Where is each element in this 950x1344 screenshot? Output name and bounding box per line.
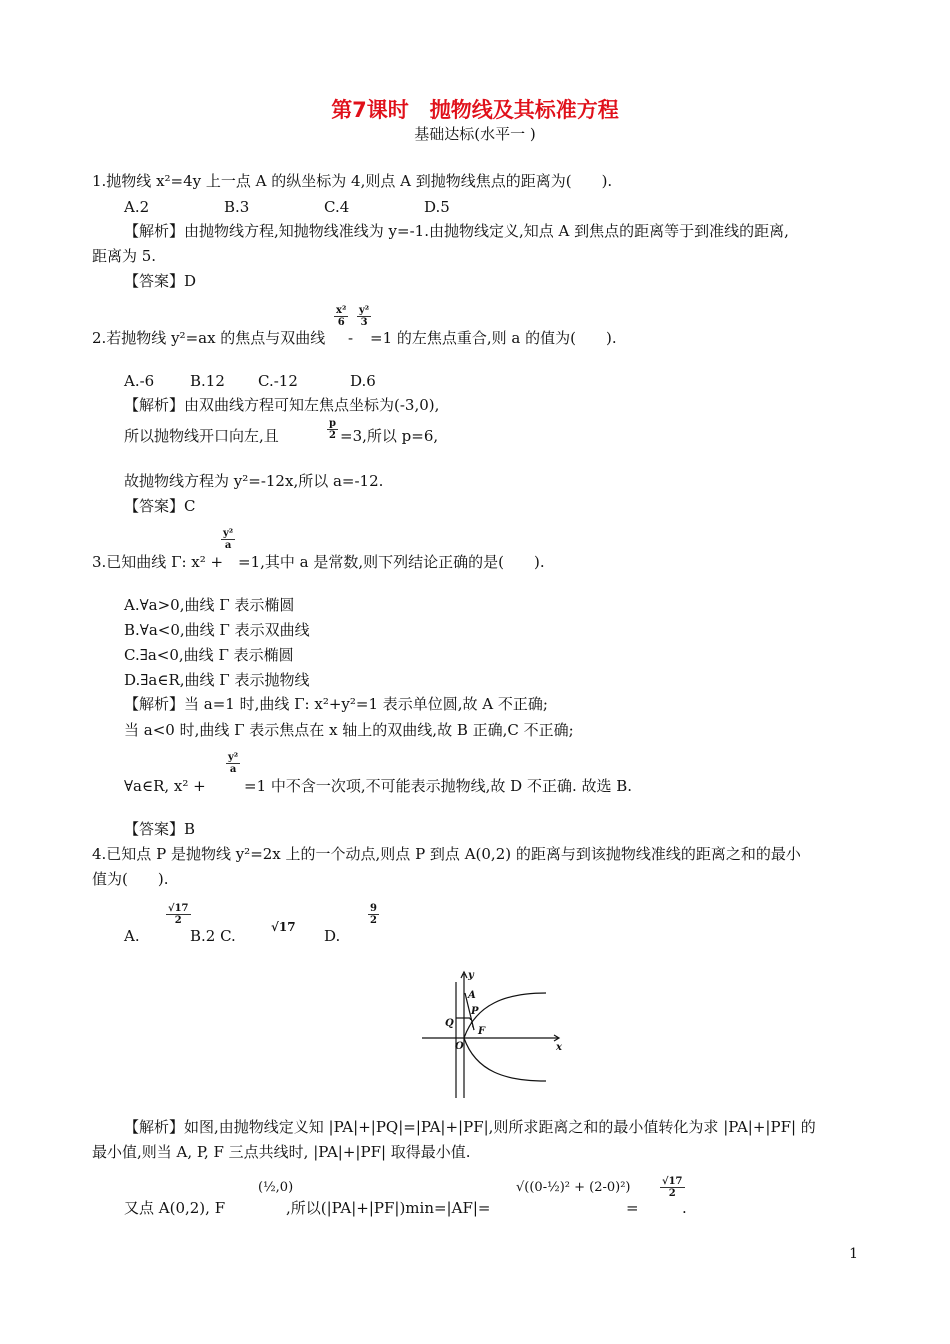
parabola-figure <box>418 966 568 1102</box>
q2-analysis-2b: =3,所以 p=6, <box>340 427 439 445</box>
q2-analysis-3: 故抛物线方程为 y²=-12x,所以 a=-12. <box>124 472 384 490</box>
q4-analysis-3a: 又点 A(0,2), F <box>124 1199 226 1217</box>
q1-analysis-cont: 距离为 5. <box>92 247 157 265</box>
q2-minus: - <box>348 329 354 347</box>
q2-answer: 【答案】C <box>124 497 196 515</box>
q4-analysis: 【解析】如图,由抛物线定义知 |PA|+|PQ|=|PA|+|PF|,则所求距离之和的最小值转化为求 |PA|+|PF| 的 <box>124 1118 816 1136</box>
label-a: A <box>468 990 476 1001</box>
q3-option-c: C.∃a<0,曲线 Γ 表示椭圆 <box>124 646 294 664</box>
q3-answer: 【答案】B <box>124 820 196 838</box>
q3-analysis: 【解析】当 a=1 时,曲线 Γ: x²+y²=1 表示单位圆,故 A 不正确; <box>124 695 548 713</box>
q2-fraction-y: y² 3 <box>359 305 370 328</box>
q3-analysis-3a: ∀a∈R, x² + <box>124 777 206 795</box>
label-p: P <box>471 1006 479 1017</box>
label-y: y <box>468 970 474 981</box>
q2-stem-end: =1 的左焦点重合,则 a 的值为( ). <box>370 329 617 347</box>
q4-option-bc: B.2 C. <box>190 927 236 945</box>
q3-analysis-fraction: y² a <box>228 752 239 775</box>
q4-period: . <box>682 1199 687 1217</box>
label-x: x <box>556 1042 562 1053</box>
q4-analysis-3b: ,所以(|PA|+|PF|)min=|AF|= <box>286 1199 491 1217</box>
q1-option-c: C.4 <box>324 198 350 216</box>
q3-stem-end: =1,其中 a 是常数,则下列结论正确的是( ). <box>238 553 545 571</box>
q3-option-a: A.∀a>0,曲线 Γ 表示椭圆 <box>124 596 295 614</box>
q3-stem-start: 3.已知曲线 Γ: x² + <box>92 553 224 571</box>
q2-option-c: C.-12 <box>258 372 298 390</box>
page-subtitle: 基础达标(水平一 ) <box>414 125 536 143</box>
q2-option-a: A.-6 <box>124 372 155 390</box>
q4-option-d-value: 9 2 <box>370 903 377 926</box>
q4-option-a-value: √17 2 <box>168 903 189 926</box>
q4-result-fraction: √17 2 <box>662 1176 683 1199</box>
q3-option-b: B.∀a<0,曲线 Γ 表示双曲线 <box>124 621 310 639</box>
q3-analysis-3b: =1 中不含一次项,不可能表示抛物线,故 D 不正确. 故选 B. <box>244 777 633 795</box>
q2-stem-start: 2.若抛物线 y²=ax 的焦点与双曲线 <box>92 329 326 347</box>
q4-sqrt-expression: √((0-½)² + (2-0)²) <box>516 1180 631 1195</box>
label-o: O <box>455 1041 464 1052</box>
q2-analysis-2a: 所以抛物线开口向左,且 <box>124 427 279 445</box>
q1-option-a: A.2 <box>124 198 150 216</box>
page-number: 1 <box>849 1246 858 1262</box>
q1-option-d: D.5 <box>424 198 450 216</box>
q4-point-f: (½,0) <box>258 1180 294 1195</box>
q2-option-b: B.12 <box>190 372 225 390</box>
q4-option-d: D. <box>324 927 341 945</box>
q4-stem-cont: 值为( ). <box>92 870 169 888</box>
q1-analysis: 【解析】由抛物线方程,知抛物线准线为 y=-1.由抛物线定义,知点 A 到焦点的距离等于到准线的距离, <box>124 222 789 240</box>
q1-answer: 【答案】D <box>124 272 197 290</box>
q3-analysis-2: 当 a<0 时,曲线 Γ 表示焦点在 x 轴上的双曲线,故 B 正确,C 不正确; <box>124 721 574 739</box>
q4-equals: = <box>626 1199 639 1217</box>
q4-stem: 4.已知点 P 是抛物线 y²=2x 上的一个动点,则点 P 到点 A(0,2) 的距离与到该抛物线准线的距离之和的最小 <box>92 845 801 863</box>
q2-fraction-x: x² 6 <box>336 305 347 328</box>
label-f: F <box>478 1026 486 1037</box>
q1-option-b: B.3 <box>224 198 250 216</box>
q4-option-a: A. <box>124 927 140 945</box>
q3-fraction-y: y² a <box>223 528 234 551</box>
label-q: Q <box>445 1018 454 1029</box>
q4-analysis-2: 最小值,则当 A, P, F 三点共线时, |PA|+|PF| 取得最小值. <box>92 1143 471 1161</box>
q1-stem: 1.抛物线 x²=4y 上一点 A 的纵坐标为 4,则点 A 到抛物线焦点的距离为( ). <box>92 172 613 190</box>
q2-option-d: D.6 <box>350 372 376 390</box>
q4-option-c-value: √17 <box>271 920 296 934</box>
q2-fraction-p: p 2 <box>329 418 336 441</box>
page-title: 第7课时 抛物线及其标准方程 <box>331 98 619 122</box>
q2-analysis: 【解析】由双曲线方程可知左焦点坐标为(-3,0), <box>124 396 440 414</box>
q3-option-d: D.∃a∈R,曲线 Γ 表示抛物线 <box>124 671 310 689</box>
